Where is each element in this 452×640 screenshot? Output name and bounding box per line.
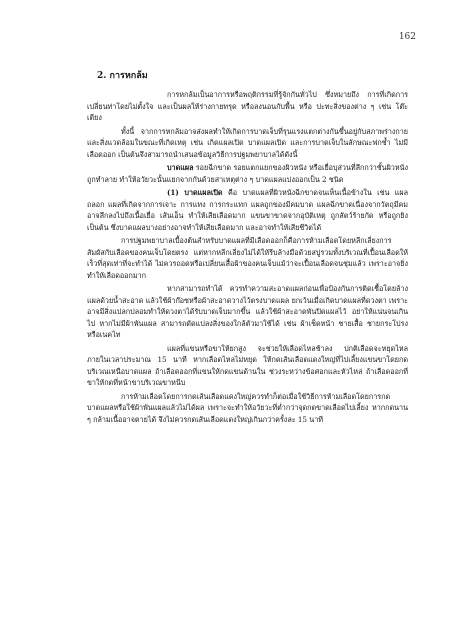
paragraph-open-wound <box>87 187 408 233</box>
wound-definition-text: รอยฉีกขาด รอยแตกแยกของผิวหนัง หรือเยื่อบุส่วนที่ลึกกว่าชั้นผิวหนังถูกทำลาย ทำให้อวัยวะนั้นแยกจากกันด้วยสาเหตุต่าง ๆ บาดแผลแบ่งออกเป็น 2 ชนิด <box>87 163 408 184</box>
paragraph-injury-types: ทั้งนี้ จากการหกล้มอาจส่งผลทำให้เกิดการบาดเจ็บที่รุนแรงแตกต่างกันขึ้นอยู่กับสภาพร่างกาย และสิ่งแวดล้อมในขณะที่เกิดเหตุ เช่น เกิดแผลเปิด บาดแผลเปิด และการบาดเจ็บในลักษณะฟกช้ำ ไม่มีเลือดออก เป็นต้นจึงสามารถนำเสนอข้อมูลวิธีการปฐมพยาบาลได้ดังนี้ <box>87 126 408 159</box>
section-body <box>87 68 408 425</box>
term-wound: บาดแผล <box>167 163 194 172</box>
paragraph-cleaning: หากสามารถทำได้ ควรทำความสะอาดแผลก่อนเพื่อป้องกันการติดเชื้อโดยล้างแผลด้วยน้ำสะอาด แล้วใช้ผ้าก๊อซหรือผ้าสะอาดวางไว้ตรงบาดแผล ยกเว้นเมื่อเกิดบาดแผลที่ดวงตา เพราะอาจมีสิ่งแปลกปลอมทำให้ดวงตาได้รับบาดเจ็บมากขึ้น แล้วใช้ผ้าสะอาดพันปิดแผลไว้ อย่าให้แน่นจนเกินไป หากไม่มีผ้าพันแผล สามารถดัดแปลงสิ่งของใกล้ตัวมาใช้ได้ เช่น ผ้าเช็ดหน้า ชายเสื้อ ชายกระโปรง หรือเนคไท <box>87 284 408 339</box>
paragraph-first-aid: การปฐมพยาบาลเบื้องต้นสำหรับบาดแผลที่มีเลือดออกก็คือการห้ามเลือดโดยหลีกเลี่ยงการสัมผัสกับเลือดของคนเจ็บโดยตรง แต่หากหลีกเลี่ยงไม่ได้ให้รีบล้างมือด้วยสบู่รวมทั้งบริเวณที่เปื้อนเลือดให้เร็วที่สุดเท่าที่จะทำได้ ไม่ควรถอดหรือเปลี่ยนเสื้อผ้าของคนเจ็บแม้ว่าจะเปื้อนเลือดจนชุ่มแล้ว เพราะอาจยิ่งทำให้เลือดออกมาก <box>87 236 408 280</box>
term-open-wound: (1) บาดแผลเปิด <box>167 188 223 197</box>
section-heading: 2. การหกล้ม <box>97 71 148 81</box>
paragraph-wound-definition <box>87 162 408 185</box>
open-wound-text: คือ บาดแผลที่ผิวหนังฉีกขาดจนเห็นเนื้อข้างใน เช่น แผลถลอก แผลที่เกิดจากการเจาะ การแทง การกระแทก แผลถูกของมีคมบาด แผลฉีกขาดเนื่องจากวัตถุมีคมอาจลึกลงไปถึงเนื้อเยื่อ เส้นเอ็น ทำให้เสียเลือดมาก แขนขาขาดจากอุบัติเหตุ ถูกสัตว์ร้ายกัด หรือถูกยิง เป็นต้น ซึ่งบาดแผลบางอย่างอาจทำให้เสียเลือดมาก และอาจทำให้เสียชีวิตได้ <box>87 188 408 232</box>
paragraph-pressure-point: การห้ามเลือดโดยการกดเส้นเลือดแดงใหญ่ควรทำก็ต่อเมื่อใช้วิธีการห้ามเลือดโดยการกดบาดแผลหรือใช้ผ้าพันแผลแล้วไม่ได้ผล เพราะจะทำให้อวัยวะที่ต่ำกว่าจุดกดขาดเลือดไปเลี้ยง หากกดนาน ๆ กล้ามเนื้ออาจตายได้ จึงไม่ควรกดเส้นเลือดแดงใหญ่เกินกว่าครั้งละ 15 นาที <box>87 391 408 424</box>
page-number: 162 <box>398 32 416 42</box>
paragraph-elevation: แผลที่แขนหรือขาให้ยกสูง จะช่วยให้เลือดไหลช้าลง ปกติเลือดจะหยุดไหลภายในเวลาประมาณ 15 นาที หากเลือดไหลไม่หยุด ให้กดเส้นเลือดแดงใหญ่ที่ไปเลี้ยงแขนขาโดยกดบริเวณเหนือบาดแผล ถ้าเลือดออกที่แขนให้กดแขนด้านใน ช่วงระหว่างข้อศอกและหัวไหล่ ถ้าเลือดออกที่ขาให้กดที่หน้าขาบริเวณขาหนีบ <box>87 343 408 387</box>
paragraph-definition: การหกล้มเป็นอาการหรือพฤติกรรมที่รู้จักกันทั่วไป ซึ่งหมายถึง การที่เกิดการเปลี่ยนท่าโดยไม่ตั้งใจ และเป็นผลให้ร่างกายทรุด หรือลงนอนกับพื้น หรือ ปะทะสิ่งของต่าง ๆ เช่น โต๊ะ เตียง <box>87 90 408 122</box>
